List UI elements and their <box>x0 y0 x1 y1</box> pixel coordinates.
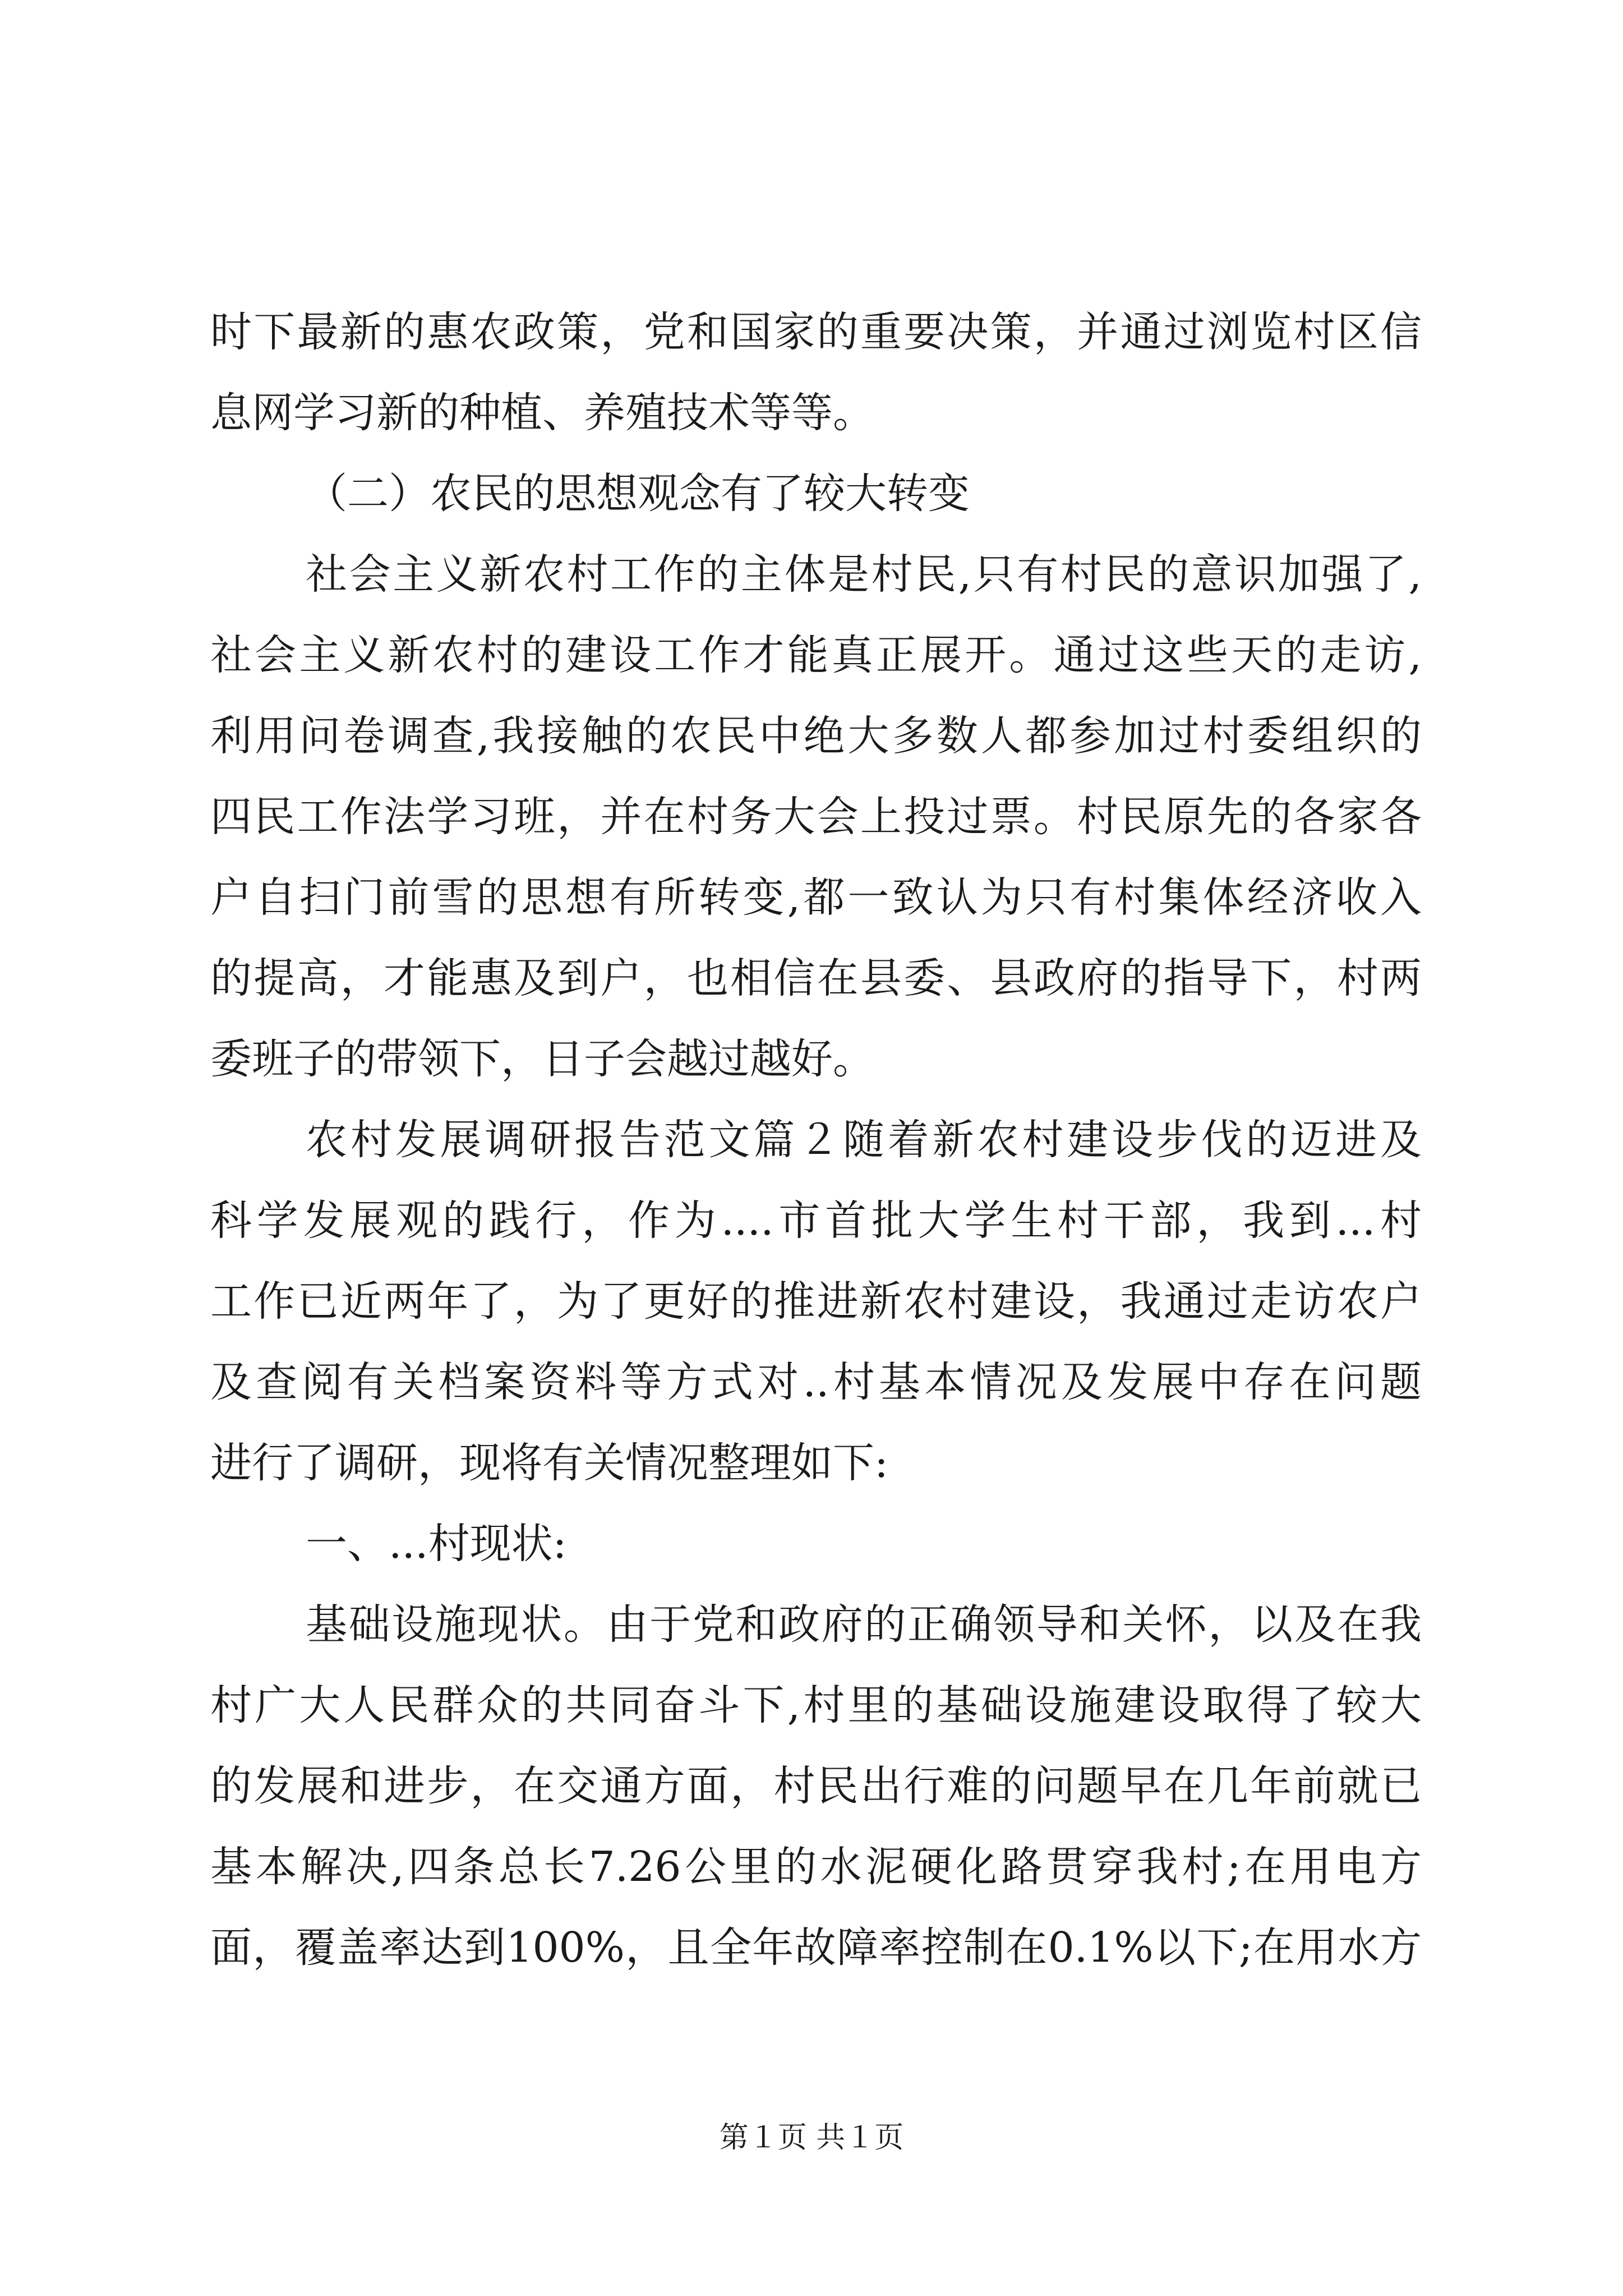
text-line: 进行了调研，现将有关情况整理如下: <box>210 1439 888 1487</box>
text-line: 四民工作法学习班，并在村务大会上投过票。村民原先的各家各 <box>210 793 1422 841</box>
page-footer: 第１页 共１页 <box>719 2121 904 2155</box>
text-line: 村广大人民群众的共同奋斗下,村里的基础设施建设取得了较大 <box>210 1681 1422 1729</box>
text-line: 利用问卷调查,我接触的农民中绝大多数人都参加过村委组织的 <box>210 712 1422 760</box>
text-line: 的提高，才能惠及到户，也相信在县委、县政府的指导下，村两 <box>210 954 1422 1002</box>
text-line: 科学发展观的践行，作为....市首批大学生村干部，我到...村 <box>210 1197 1422 1245</box>
text-line: 社会主义新农村的建设工作才能真正展开。通过这些天的走访, <box>210 631 1422 679</box>
text-line: 基础设施现状。由于党和政府的正确领导和关怀，以及在我 <box>306 1600 1422 1649</box>
text-line: 及查阅有关档案资料等方式对..村基本情况及发展中存在问题 <box>210 1358 1422 1406</box>
text-line: 息网学习新的种植、养殖技术等等。 <box>210 389 874 437</box>
text-line: 时下最新的惠农政策，党和国家的重要决策，并通过浏览村区信 <box>210 308 1422 356</box>
section-heading: （二）农民的思想观念有了较大转变 <box>306 470 970 518</box>
text-line: 的发展和进步，在交通方面，村民出行难的问题早在几年前就已 <box>210 1762 1422 1810</box>
text-line: 面，覆盖率达到100%，且全年故障率控制在0.1%以下;在用水方 <box>210 1924 1422 1972</box>
text-line: 委班子的带领下，日子会越过越好。 <box>210 1035 874 1083</box>
section-heading: 一、...村现状: <box>306 1520 567 1568</box>
text-line: 工作已近两年了，为了更好的推进新农村建设，我通过走访农户 <box>210 1277 1422 1326</box>
text-line: 户自扫门前雪的思想有所转变,都一致认为只有村集体经济收入 <box>210 873 1422 922</box>
text-line: 社会主义新农村工作的主体是村民,只有村民的意识加强了, <box>306 550 1422 599</box>
document-body <box>210 292 1422 1988</box>
text-line: 基本解决,四条总长7.26公里的水泥硬化路贯穿我村;在用电方 <box>210 1843 1422 1891</box>
text-line: 农村发展调研报告范文篇２随着新农村建设步伐的迈进及 <box>306 1116 1422 1164</box>
